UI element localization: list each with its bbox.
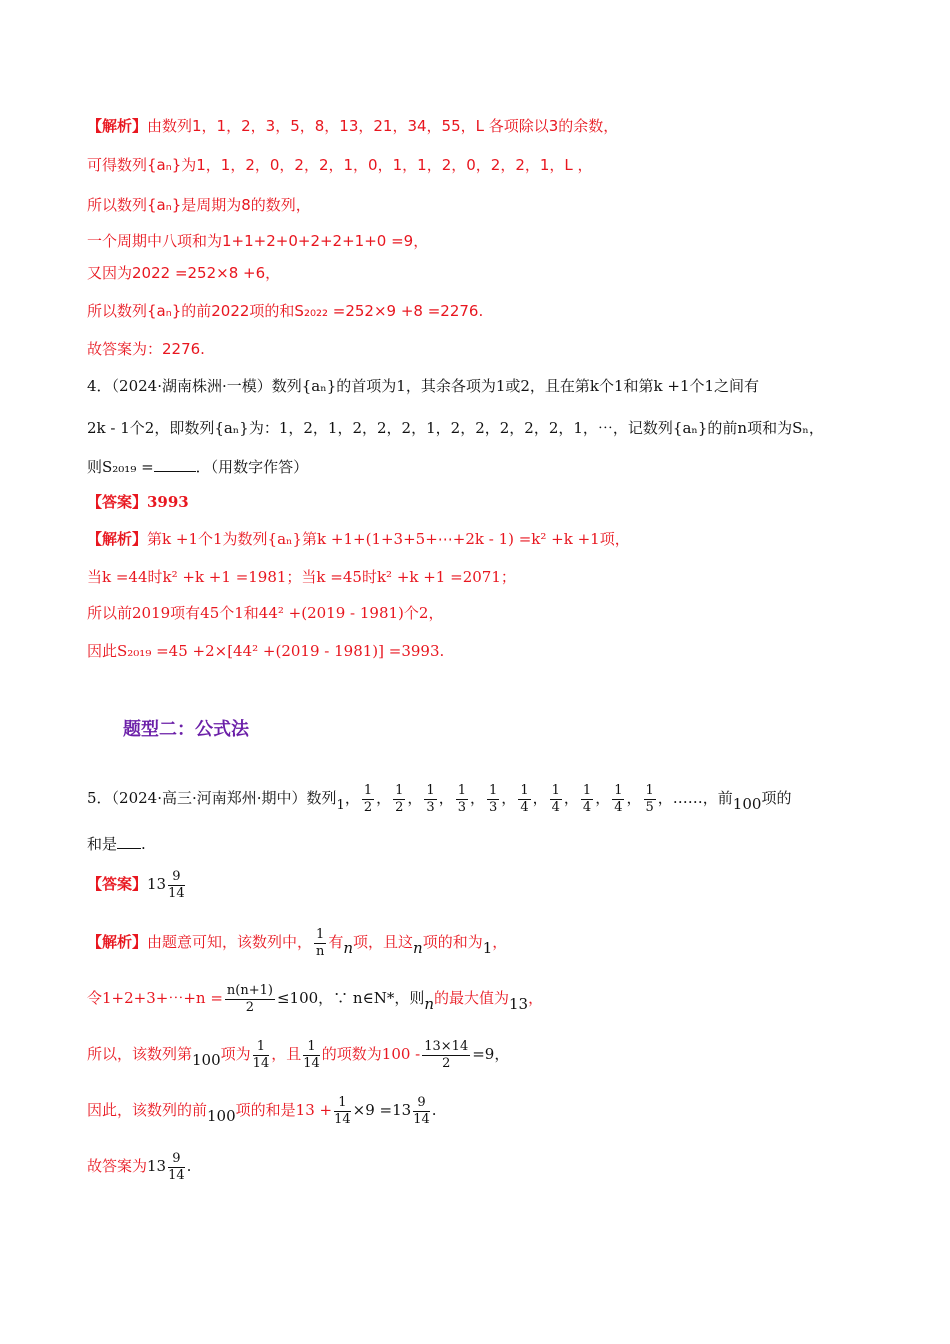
denominator: 4 xyxy=(582,799,592,815)
text: ， xyxy=(528,989,544,1007)
q5-count: 100 xyxy=(732,795,762,813)
denominator: 5 xyxy=(645,799,654,815)
answer-blank xyxy=(117,834,141,849)
numerator: 9 xyxy=(168,1151,185,1168)
analysis-line-1 xyxy=(87,116,618,136)
analysis-tag: 【解析】 xyxy=(87,117,148,135)
q5-final-answer xyxy=(87,1146,191,1186)
q4-analysis-2: 当k =44时k² +k +1 =1981；当k =45时k² +k +1 =2071； xyxy=(87,568,516,586)
q5-analysis-2 xyxy=(87,976,543,1026)
numerator: 1 xyxy=(253,1039,270,1056)
sequence-fraction xyxy=(424,783,436,816)
analysis-tag: 【解析】 xyxy=(87,530,148,548)
fraction xyxy=(334,1095,351,1128)
numerator: 1 xyxy=(334,1095,351,1112)
q4-line-2: 2k - 1个2，即数列{aₙ}为：1，2，1，2，2，2，1，2，2，2，2，2，1，⋯，记数列{aₙ}的前n项和为Sₙ， xyxy=(87,419,824,437)
denominator: 4 xyxy=(551,799,560,815)
denominator: 3 xyxy=(457,799,466,815)
analysis-line-2: 可得数列{aₙ}为1，1，2，0，2，2，1，0，1，1，2，0，2，2，1，L ， xyxy=(87,156,593,174)
numerator: 1 xyxy=(303,1039,320,1056)
text: 由题意可知，该数列中， xyxy=(147,933,313,951)
q5-end: 项的 xyxy=(761,789,792,807)
q4-analysis-1 xyxy=(87,529,630,549)
denominator: 2 xyxy=(442,1055,451,1071)
q5-prefix: 5．（2024·高三·河南郑州·期中）数列 xyxy=(87,789,337,807)
q5-analysis-1 xyxy=(87,922,507,968)
value: 100 xyxy=(207,1107,236,1125)
fraction xyxy=(253,1039,270,1072)
var: n xyxy=(413,939,423,957)
text: . xyxy=(431,1101,437,1119)
numerator: 1 xyxy=(582,782,592,798)
answer-line: 故答案为：2276. xyxy=(87,340,205,358)
denominator: n xyxy=(315,943,325,959)
section-heading: 题型二：公式法 xyxy=(123,719,249,740)
numerator: 13×14 xyxy=(424,1038,469,1054)
sequence-fraction xyxy=(518,783,530,816)
text: 的最大值为 xyxy=(434,989,510,1007)
text: =9， xyxy=(472,1045,510,1063)
denominator: 2 xyxy=(245,999,255,1015)
numerator: 9 xyxy=(413,1095,430,1112)
text: 令1+2+3+⋯+n = xyxy=(87,989,223,1007)
denominator: 2 xyxy=(395,799,404,815)
var: n xyxy=(424,995,434,1013)
denominator: 3 xyxy=(426,799,435,815)
value: 13 xyxy=(509,995,529,1013)
text: 项，且这 xyxy=(353,933,414,951)
analysis-text: 第k +1个1为数列{aₙ}第k +1+(1+3+5+⋯+2k - 1) =k² +k +1项， xyxy=(147,530,630,548)
q5-analysis-4 xyxy=(87,1090,437,1136)
denominator: 14 xyxy=(252,1055,270,1071)
answer-fraction xyxy=(168,869,185,902)
text: 有 xyxy=(328,933,344,951)
text: ≤100，∵ n∈N*，则 xyxy=(276,989,425,1007)
numerator: 1 xyxy=(645,782,654,798)
seq-first: 1 xyxy=(336,798,345,813)
analysis-text: 由数列1，1，2，3，5，8，13，21，34，55，L 各项除以3的余数， xyxy=(147,117,619,135)
q5-line-2 xyxy=(87,834,146,854)
numerator: 1 xyxy=(520,782,529,798)
fraction xyxy=(422,1039,470,1072)
analysis-line-3: 所以数列{aₙ}是周期为8的数列， xyxy=(87,196,311,214)
numerator: 1 xyxy=(395,782,404,798)
numerator: 1 xyxy=(363,782,373,798)
sequence-fraction xyxy=(456,783,468,816)
analysis-tag: 【解析】 xyxy=(87,933,148,951)
q5-line-1: 5．（2024·高三·河南郑州·期中）数列1， $\frac{1}{2}$ ， $\frac{1}{2}$ ， $\frac{1}{3}$ ， $\frac{1}{3}$ ， $\frac{1}{3}$ ， $\frac{1}{4}$ ， $\frac{1}{4}$ ， $\frac{1}{4}$ ， $\frac{1}{4}$ ， $\frac{1}{5}$ ，……，前100项的 xyxy=(87,782,792,815)
denominator: 3 xyxy=(489,799,498,815)
numerator: 1 xyxy=(426,782,435,798)
text: ×9 =13 xyxy=(352,1101,412,1119)
numerator: 1 xyxy=(457,782,466,798)
value: 100 xyxy=(192,1051,221,1069)
fraction xyxy=(303,1039,320,1072)
text: 的项数为100 - xyxy=(321,1045,421,1063)
q5-analysis-3 xyxy=(87,1034,509,1080)
text: 项的和为 xyxy=(422,933,483,951)
fraction xyxy=(225,983,275,1016)
sequence-fractions: $\frac{1}{2}$ ， $\frac{1}{2}$ ， $\frac{1}{3}$ ， $\frac{1}{3}$ ， $\frac{1}{3}$ ， $\frac{1}{4}$ ， $\frac{1}{4}$ ， $\frac{1}{4}$ ， $\frac{1}{4}$ ， $\frac{1}{5}$ xyxy=(363,782,654,815)
q5-dot: . xyxy=(141,835,146,853)
numerator: 1 xyxy=(614,782,623,798)
text: 因此，该数列的前 xyxy=(87,1101,208,1119)
q4-answer: 【答案】3993 xyxy=(87,493,189,511)
q4-analysis-4: 因此S₂₀₁₉ =45 +2×[44² +(2019 - 1981)] =3993. xyxy=(87,642,445,660)
denominator: 14 xyxy=(334,1111,351,1127)
text: ，且 xyxy=(271,1045,302,1063)
q4-analysis-3: 所以前2019项有45个1和44² +(2019 - 1981)个2， xyxy=(87,604,444,622)
value: 13 xyxy=(147,1157,167,1175)
q5-sum-label: 和是 xyxy=(87,835,118,853)
fraction xyxy=(314,927,326,960)
sequence-fraction xyxy=(362,783,374,816)
numerator: 1 xyxy=(551,782,560,798)
denominator: 14 xyxy=(168,1167,185,1183)
q4-line-3 xyxy=(87,457,308,477)
q4-suffix: ．（用数字作答） xyxy=(195,458,309,476)
answer-int: 13 xyxy=(147,875,167,893)
q4-line-1: 4．（2024·湖南株洲·一模）数列{aₙ}的首项为1，其余各项为1或2，且在第k个1和第k +1个1之间有 xyxy=(87,377,760,395)
numerator: 9 xyxy=(168,869,185,886)
sequence-fraction xyxy=(487,783,499,816)
denominator: 14 xyxy=(168,885,185,901)
text: 项为 xyxy=(220,1045,251,1063)
denominator: 4 xyxy=(614,799,623,815)
analysis-line-4: 一个周期中八项和为1+1+2+0+2+2+1+0 =9， xyxy=(87,232,429,250)
analysis-line-6: 所以数列{aₙ}的前2022项的和S₂₀₂₂ =252×9 +8 =2276. xyxy=(87,302,484,320)
fraction xyxy=(413,1095,430,1128)
denominator: 4 xyxy=(520,799,529,815)
denominator: 14 xyxy=(303,1055,320,1071)
q4-prefix: 则S₂₀₁₉ = xyxy=(87,458,154,476)
sequence-fraction xyxy=(550,783,562,816)
sequence-fraction xyxy=(581,783,593,816)
answer-tag: 【答案】 xyxy=(87,875,148,893)
text: 故答案为 xyxy=(87,1157,148,1175)
analysis-line-5: 又因为2022 =252×8 +6， xyxy=(87,264,281,282)
var: n xyxy=(343,939,353,957)
fraction xyxy=(168,1151,185,1184)
sequence-fraction xyxy=(393,783,405,816)
value: 1 xyxy=(482,939,493,957)
text: ， xyxy=(492,933,508,951)
answer-blank xyxy=(154,457,196,472)
sequence-fraction xyxy=(644,783,656,816)
q5-answer xyxy=(87,866,187,902)
numerator: n(n+1) xyxy=(226,982,273,998)
text: 项的和是13 + xyxy=(235,1101,333,1119)
sequence-fraction xyxy=(612,783,624,816)
denominator: 14 xyxy=(413,1111,430,1127)
numerator: 1 xyxy=(316,926,325,942)
text: 所以，该数列第 xyxy=(87,1045,193,1063)
text: . xyxy=(186,1157,192,1175)
numerator: 1 xyxy=(489,782,498,798)
denominator: 2 xyxy=(363,799,373,815)
q5-mid: ，……，前 xyxy=(657,789,733,807)
